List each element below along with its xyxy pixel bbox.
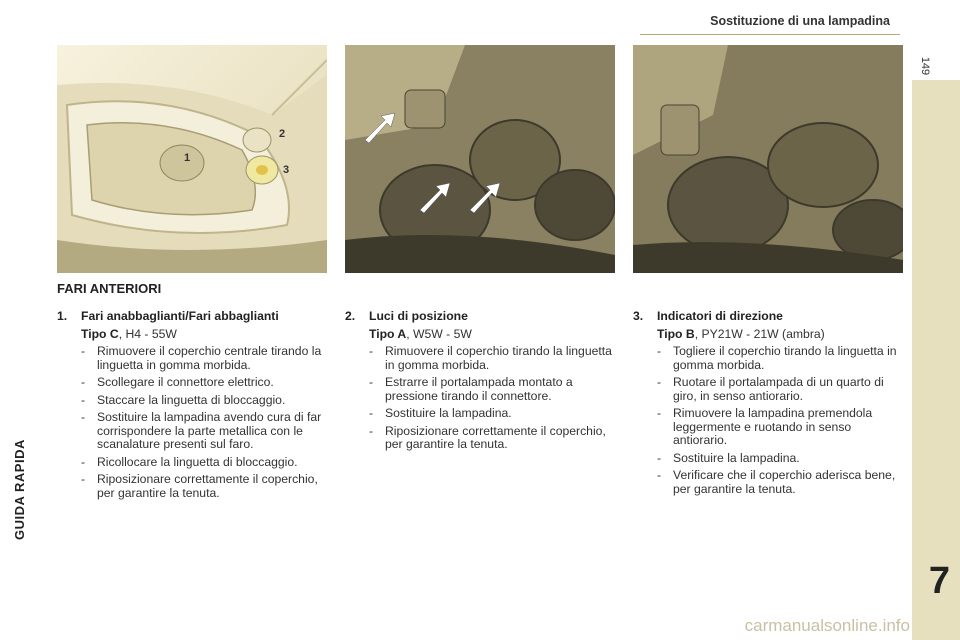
list-item: - Ricollocare la linguetta di bloccaggio. (81, 454, 298, 469)
list-item: - Staccare la linguetta di bloccaggio. (81, 392, 286, 407)
item-3-column (633, 310, 903, 500)
item-3-type (633, 328, 903, 342)
item-3-heading (633, 310, 903, 324)
list-item: - Sostituire la lampadina. (657, 450, 800, 465)
item-2-number: 2. (345, 309, 356, 323)
list-item: - Togliere il coperchio tirando la linguetta in gomma morbida. (657, 344, 897, 372)
item-1-type-label: Tipo C (81, 326, 119, 341)
item-2-title: Luci di posizione (369, 309, 468, 323)
header-divider (640, 34, 900, 35)
item-3-steps (633, 345, 903, 496)
item-2-steps (345, 345, 615, 452)
page-header-title: Sostituzione di una lampadina (710, 14, 890, 28)
list-item: - Scollegare il connettore elettrico. (81, 375, 274, 389)
callout-1: 1 (184, 152, 191, 164)
headlight-illustration (57, 45, 327, 273)
callout-3: 3 (283, 164, 290, 176)
headlight-rear-illustration (345, 45, 615, 273)
list-item: - Rimuovere il coperchio centrale tirando la linguetta in gomma morbida. (81, 344, 322, 372)
item-1-column (57, 310, 327, 504)
item-3-type-label: Tipo B (657, 326, 695, 341)
item-2-type-value: , W5W - 5W (406, 326, 472, 341)
callout-2: 2 (279, 128, 286, 140)
chapter-label: GUIDA RAPIDA (12, 439, 27, 540)
section-title: FARI ANTERIORI (57, 281, 162, 296)
watermark: carmanualsonline.info (744, 616, 910, 635)
list-item: - Verificare che il coperchio aderisca bene, per garantire la tenuta. (657, 468, 896, 496)
item-3-number: 3. (633, 309, 644, 323)
list-item: - Riposizionare correttamente il coperchio, per garantire la tenuta. (369, 423, 606, 451)
list-item: - Rimuovere il coperchio tirando la linguetta in gomma morbida. (369, 344, 612, 372)
item-1-type-value: , H4 - 55W (118, 326, 177, 341)
item-2-column (345, 310, 615, 456)
list-item: - Sostituire la lampadina avendo cura di far corrispondere la parte metallica con le scanalature presenti sul faro. (81, 410, 322, 451)
list-item: - Ruotare il portalampada di un quarto di giro, in senso antiorario. (657, 375, 884, 403)
item-3-type-value: , PY21W - 21W (ambra) (694, 326, 825, 341)
list-item: - Estrarre il portalampada montato a pressione tirando il connettore. (369, 375, 573, 403)
item-1-heading (57, 310, 327, 324)
item-2-type-label: Tipo A (369, 326, 407, 341)
item-1-number: 1. (57, 309, 68, 323)
item-2-heading (345, 310, 615, 324)
list-item: - Sostituire la lampadina. (369, 406, 512, 420)
item-2-type (345, 328, 615, 342)
list-item: - Riposizionare correttamente il coperchio, per garantire la tenuta. (81, 472, 318, 500)
item-1-type (57, 328, 327, 342)
item-3-title: Indicatori di direzione (657, 309, 783, 323)
chapter-number: 7 (928, 560, 950, 602)
page-number: 149 (919, 56, 931, 76)
chapter-sidebar (912, 0, 960, 640)
item-1-steps (57, 345, 327, 500)
list-item: - Rimuovere la lampadina premendola leggermente e ruotando in senso antiorario. (657, 406, 873, 447)
indicator-rear-illustration (633, 45, 903, 273)
item-1-title: Fari anabbaglianti/Fari abbaglianti (81, 309, 279, 323)
